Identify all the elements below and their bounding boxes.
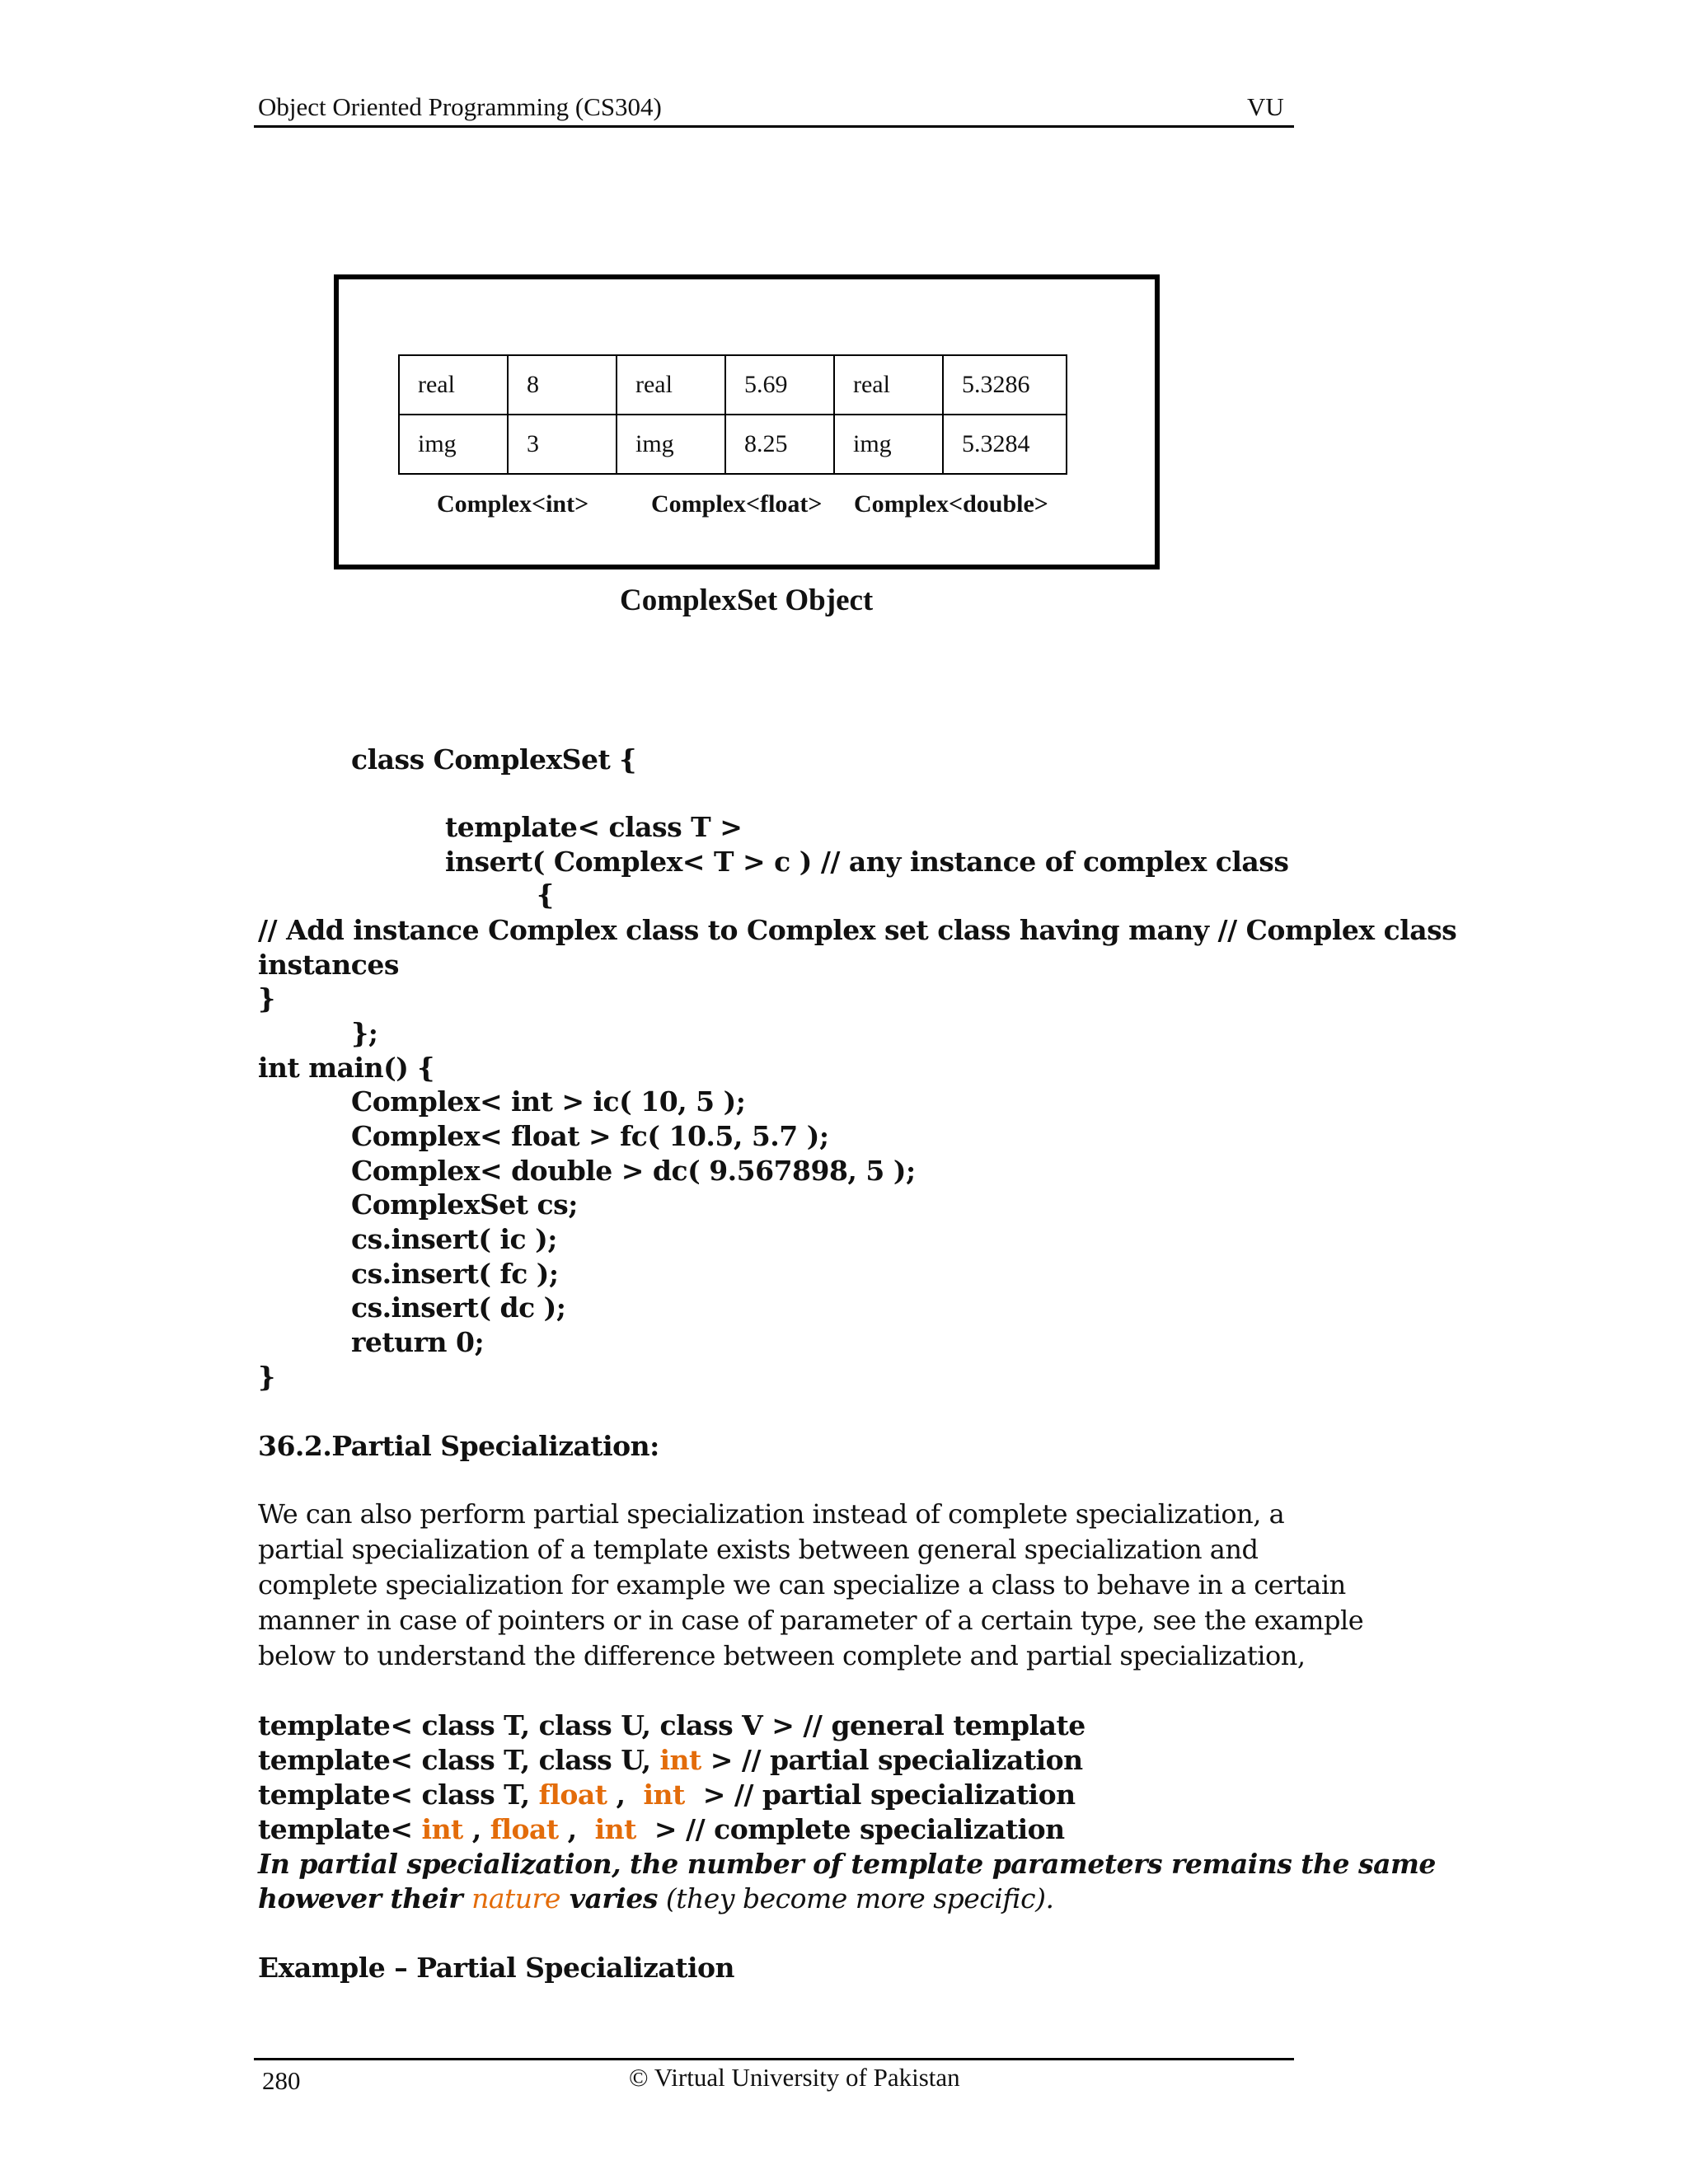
template-text: template< class T, class U, class V > // general template: [258, 1709, 1085, 1741]
code-line: Complex< int > ic( 10, 5 );: [351, 1085, 746, 1118]
label-complex-int: Complex<int>: [437, 490, 589, 518]
code-line: {: [537, 879, 554, 911]
type-int: int: [659, 1744, 701, 1776]
footer-rule: [254, 2058, 1294, 2060]
cell-img-label-double: img: [834, 415, 943, 474]
code-line: class ComplexSet {: [351, 743, 636, 776]
cell-img-label-float: img: [617, 415, 725, 474]
paragraph-line: complete specialization for example we can specialize a class to behave in a certain: [258, 1569, 1346, 1601]
code-line: instances: [258, 949, 399, 981]
type-float: float: [538, 1779, 607, 1811]
cell-real-label-int: real: [399, 355, 508, 415]
template-text: > // complete specialization: [635, 1813, 1065, 1845]
paragraph-line: We can also perform partial specialization instead of complete specialization, a: [258, 1498, 1285, 1530]
code-line: }: [258, 1361, 275, 1393]
cell-img-label-int: img: [399, 415, 508, 474]
code-line: ComplexSet cs;: [351, 1188, 578, 1221]
code-line: Complex< double > dc( 9.567898, 5 );: [351, 1155, 916, 1187]
code-line: insert( Complex< T > c ) // any instance of complex class: [445, 846, 1289, 878]
code-line: }: [258, 982, 275, 1015]
cell-img-value-int: 3: [508, 415, 617, 474]
note-line: [258, 1882, 1053, 1915]
complex-cells-table: [398, 354, 1067, 475]
label-complex-float: Complex<float>: [651, 490, 823, 518]
note-nature: nature: [471, 1882, 560, 1915]
template-text: ,: [462, 1813, 490, 1845]
note-text: (they become more specific).: [657, 1882, 1054, 1915]
cell-real-value-int: 8: [508, 355, 617, 415]
code-line: int main() {: [258, 1052, 435, 1084]
page-number: 280: [262, 2066, 301, 2095]
cell-img-value-float: 8.25: [725, 415, 834, 474]
section-heading: 36.2.Partial Specialization:: [258, 1430, 659, 1462]
template-text: ,: [558, 1813, 595, 1845]
header-rule: [254, 125, 1294, 128]
label-complex-double: Complex<double>: [854, 490, 1048, 518]
table-row: [399, 415, 1067, 474]
diagram-caption: ComplexSet Object: [620, 583, 874, 617]
code-line: cs.insert( dc );: [351, 1291, 566, 1324]
cell-real-label-double: real: [834, 355, 943, 415]
note-text: however their: [258, 1882, 472, 1915]
cell-real-label-float: real: [617, 355, 725, 415]
note-line: In partial specialization, the number of template parameters remains the same: [258, 1848, 1436, 1880]
code-line: };: [351, 1017, 378, 1049]
type-int: int: [421, 1813, 463, 1845]
header-vu: VU: [1247, 92, 1284, 121]
paragraph-line: below to understand the difference between complete and partial specialization,: [258, 1640, 1306, 1671]
template-partial-1: [258, 1744, 1083, 1776]
template-text: > // partial specialization: [684, 1779, 1076, 1811]
code-line: Complex< float > fc( 10.5, 5.7 );: [351, 1120, 829, 1152]
template-complete: [258, 1813, 1065, 1845]
example-heading: Example – Partial Specialization: [258, 1952, 734, 1984]
header-title: Object Oriented Programming (CS304): [258, 92, 662, 121]
template-partial-2: [258, 1779, 1076, 1811]
template-text: template< class T,: [258, 1779, 539, 1811]
template-text: template<: [258, 1813, 422, 1845]
code-line: cs.insert( fc );: [351, 1258, 559, 1290]
code-line: cs.insert( ic );: [351, 1223, 557, 1255]
template-general: [258, 1709, 1085, 1741]
template-text: > // partial specialization: [701, 1744, 1083, 1776]
type-int: int: [643, 1779, 685, 1811]
paragraph-line: partial specialization of a template exists between general specialization and: [258, 1534, 1259, 1565]
template-text: template< class T, class U,: [258, 1744, 660, 1776]
type-int: int: [594, 1813, 636, 1845]
paragraph-line: manner in case of pointers or in case of parameter of a certain type, see the example: [258, 1605, 1364, 1636]
cell-img-value-double: 5.3284: [943, 415, 1067, 474]
code-line: // Add instance Complex class to Complex set class having many // Complex class: [258, 914, 1457, 946]
footer-copyright: © Virtual University of Pakistan: [629, 2063, 960, 2092]
table-row: [399, 355, 1067, 415]
cell-real-value-float: 5.69: [725, 355, 834, 415]
template-text: ,: [607, 1779, 644, 1811]
code-line: template< class T >: [445, 811, 743, 843]
cell-real-value-double: 5.3286: [943, 355, 1067, 415]
type-float: float: [490, 1813, 559, 1845]
code-line: return 0;: [351, 1326, 485, 1358]
note-text: varies: [560, 1882, 658, 1915]
